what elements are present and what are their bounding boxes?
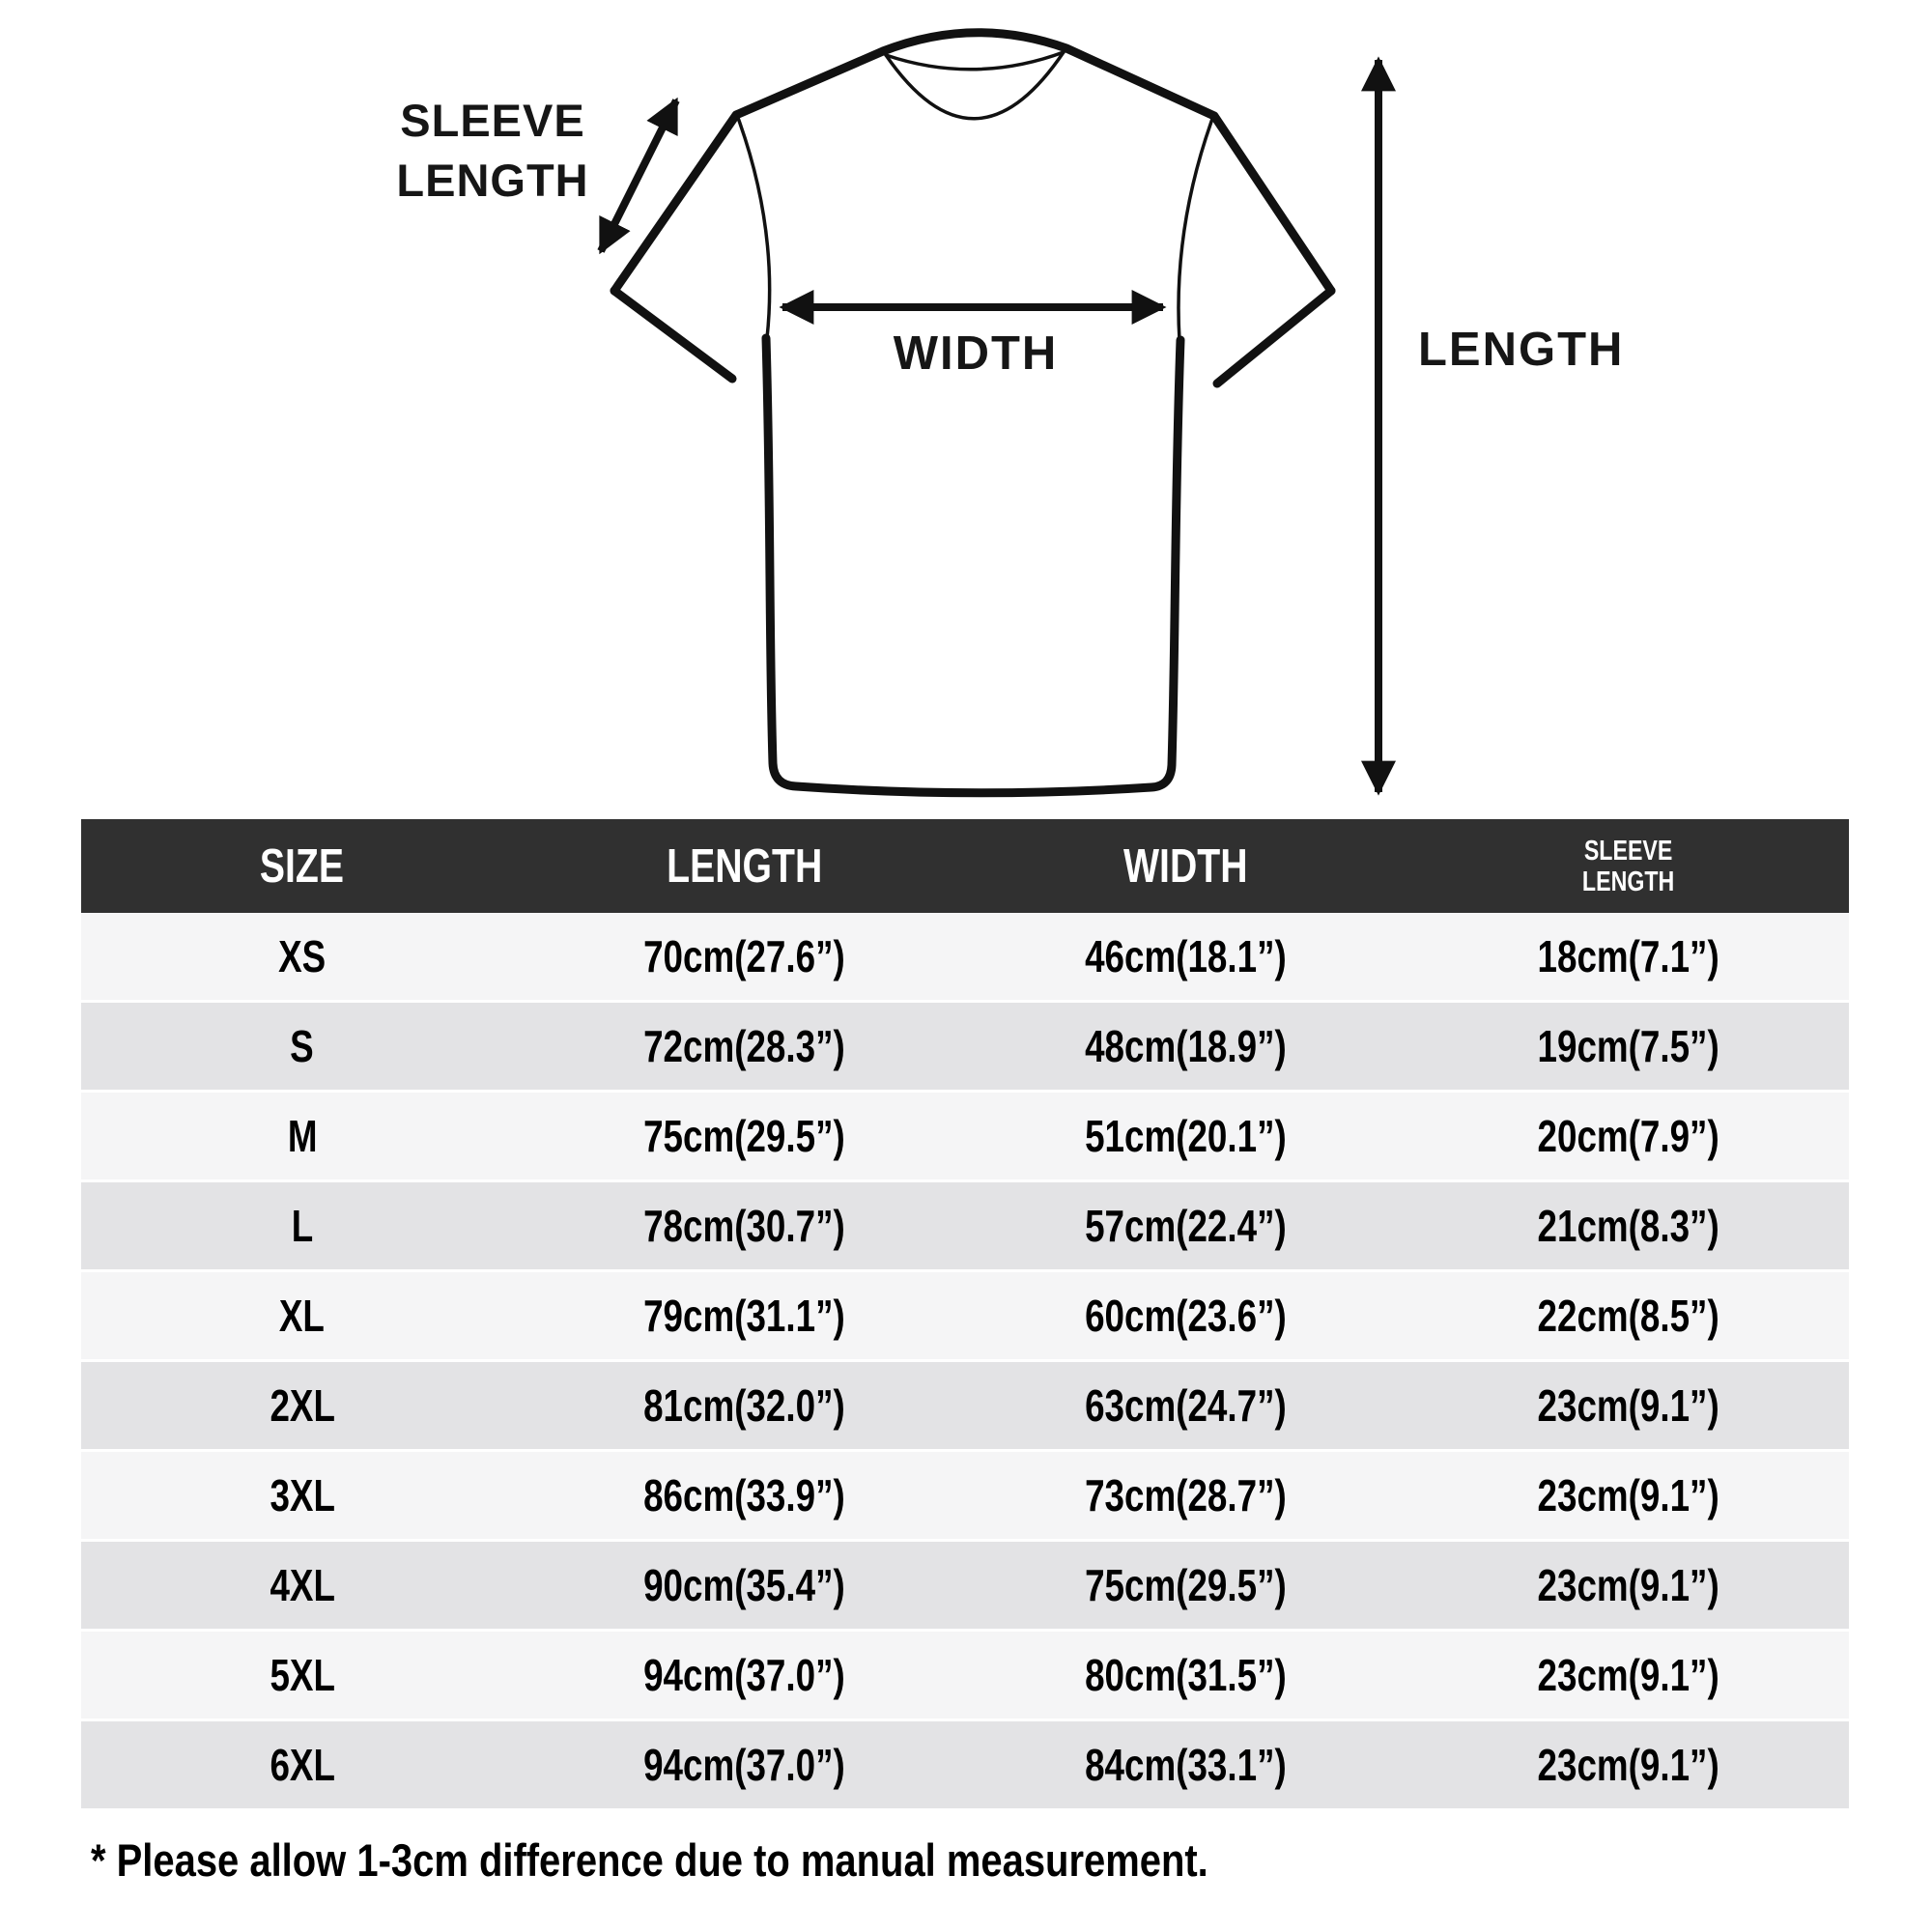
table-row-xl — [81, 1272, 1849, 1362]
length-diagram-label: LENGTH — [1418, 324, 1625, 376]
size-table-body — [81, 913, 1849, 1811]
table-row-xs — [81, 913, 1849, 1003]
cell-length: 72cm(28.3”) — [642, 1021, 845, 1071]
cell-size: M — [287, 1111, 318, 1161]
cell-length: 78cm(30.7”) — [642, 1201, 845, 1251]
tshirt-measurement-diagram — [0, 0, 1932, 831]
cell-sleeve: 23cm(9.1”) — [1537, 1650, 1719, 1700]
table-row-4xl — [81, 1542, 1849, 1632]
sleeve-length-diagram-label — [357, 91, 628, 211]
cell-width: 48cm(18.9”) — [1085, 1021, 1288, 1071]
cell-sleeve: 18cm(7.1”) — [1537, 931, 1719, 981]
cell-sleeve: 19cm(7.5”) — [1537, 1021, 1719, 1071]
tshirt-seams — [738, 52, 1212, 340]
cell-width: 73cm(28.7”) — [1085, 1470, 1288, 1520]
sleeve-label-line1: SLEEVE — [400, 95, 585, 146]
cell-length: 90cm(35.4”) — [642, 1560, 845, 1610]
cell-length: 75cm(29.5”) — [642, 1111, 845, 1161]
table-row-m — [81, 1093, 1849, 1182]
cell-sleeve: 23cm(9.1”) — [1537, 1740, 1719, 1790]
cell-size: 6XL — [270, 1740, 335, 1790]
cell-size: XS — [278, 931, 327, 981]
cell-width: 75cm(29.5”) — [1085, 1560, 1288, 1610]
header-sleeve-length: SLEEVE LENGTH — [1581, 835, 1674, 897]
cell-width: 63cm(24.7”) — [1085, 1380, 1288, 1431]
cell-sleeve: 22cm(8.5”) — [1537, 1291, 1719, 1341]
table-row-s — [81, 1003, 1849, 1093]
table-row-l — [81, 1182, 1849, 1272]
cell-width: 80cm(31.5”) — [1085, 1650, 1288, 1700]
cell-size: 3XL — [270, 1470, 335, 1520]
cell-sleeve: 23cm(9.1”) — [1537, 1470, 1719, 1520]
header-size: SIZE — [260, 839, 345, 893]
cell-length: 79cm(31.1”) — [642, 1291, 845, 1341]
table-row-6xl — [81, 1721, 1849, 1811]
cell-width: 60cm(23.6”) — [1085, 1291, 1288, 1341]
size-table — [81, 819, 1849, 1811]
header-width: WIDTH — [1123, 839, 1248, 893]
cell-size: XL — [279, 1291, 326, 1341]
cell-width: 51cm(20.1”) — [1085, 1111, 1288, 1161]
cell-size: 2XL — [270, 1380, 335, 1431]
measurement-footnote: * Please allow 1-3cm difference due to manual measurement. — [91, 1834, 1208, 1886]
cell-length: 70cm(27.6”) — [642, 931, 845, 981]
table-row-2xl — [81, 1362, 1849, 1452]
cell-size: 4XL — [270, 1560, 335, 1610]
table-row-3xl — [81, 1452, 1849, 1542]
cell-length: 81cm(32.0”) — [642, 1380, 845, 1431]
size-table-header — [81, 819, 1849, 913]
cell-length: 94cm(37.0”) — [642, 1740, 845, 1790]
table-row-5xl — [81, 1632, 1849, 1721]
cell-sleeve: 23cm(9.1”) — [1537, 1560, 1719, 1610]
header-length: LENGTH — [666, 839, 822, 893]
cell-width: 84cm(33.1”) — [1085, 1740, 1288, 1790]
width-diagram-label: WIDTH — [893, 327, 1059, 380]
right-armhole-seam — [1179, 119, 1212, 340]
cell-size: 5XL — [270, 1650, 335, 1700]
cell-sleeve: 20cm(7.9”) — [1537, 1111, 1719, 1161]
left-armhole-seam — [738, 118, 770, 338]
cell-sleeve: 21cm(8.3”) — [1537, 1201, 1719, 1251]
cell-length: 94cm(37.0”) — [642, 1650, 845, 1700]
cell-width: 46cm(18.1”) — [1085, 931, 1288, 981]
tshirt-outline — [614, 33, 1331, 793]
sleeve-label-line2: LENGTH — [396, 155, 589, 206]
collar-band — [886, 52, 1064, 70]
cell-length: 86cm(33.9”) — [642, 1470, 845, 1520]
cell-width: 57cm(22.4”) — [1085, 1201, 1288, 1251]
cell-size: S — [290, 1021, 315, 1071]
cell-size: L — [291, 1201, 313, 1251]
cell-sleeve: 23cm(9.1”) — [1537, 1380, 1719, 1431]
